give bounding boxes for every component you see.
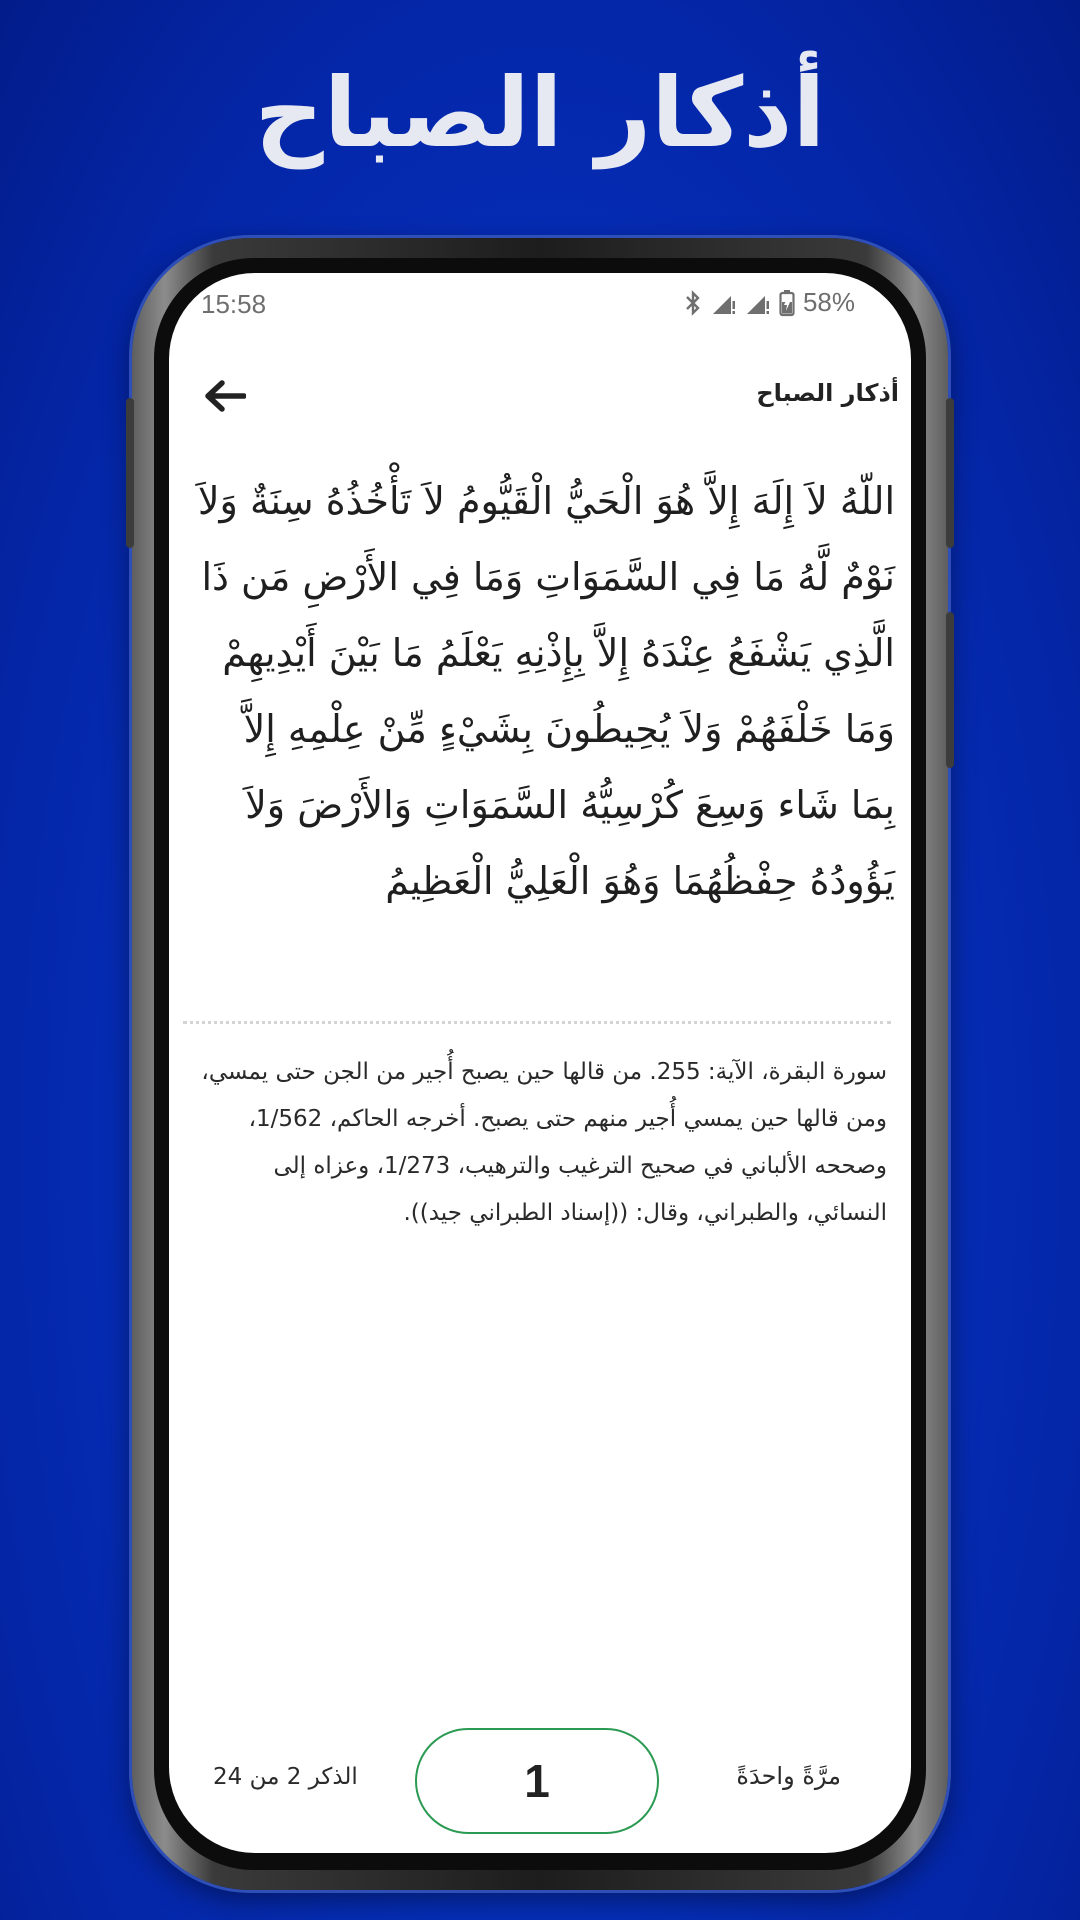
bottom-bar xyxy=(169,1728,911,1838)
dhikr-reference: سورة البقرة، الآية: 255. من قالها حين يصبح أُجير من الجن حتى يمسي، ومن قالها حين يمسي أُجير منهم حتى يصبح. أخرجه الحاكم، 1/562، وصححه الألباني في صحيح الترغيب والترهيب، 1/273، وعزاه إلى النسائي، والطبراني، وقال: ((إسناد الطبراني جيد)). xyxy=(201,1059,887,1226)
promo-title: أذكار الصباح xyxy=(254,57,826,169)
phone-screen xyxy=(169,273,911,1853)
phone-side-button xyxy=(126,398,134,548)
status-bar xyxy=(169,273,911,337)
signal-icon xyxy=(711,290,737,316)
dhikr-text: اللّهُ لاَ إِلَهَ إِلاَّ هُوَ الْحَيُّ الْقَيُّومُ لاَ تَأْخُذُهُ سِنَةٌ وَلاَ نَوْمٌ لَّهُ مَا فِي السَّمَوَاتِ وَمَا فِي الأَرْضِ مَن ذَا الَّذِي يَشْفَعُ عِنْدَهُ إِلاَّ بِإِذْنِهِ يَعْلَمُ مَا بَيْنَ أَيْدِيهِمْ وَمَا خَلْفَهُمْ وَلاَ يُحِيطُونَ بِشَيْءٍ مِّنْ عِلْمِهِ إِلاَّ بِمَا شَاء وَسِعَ كُرْسِيُّهُ السَّمَوَاتِ وَالأَرْضَ وَلاَ يَؤُودُهُ حِفْظُهُمَا وَهُوَ الْعَلِيُّ الْعَظِيمُ xyxy=(197,479,895,903)
dhikr-progress: الذكر 2 من 24 xyxy=(213,1764,358,1790)
status-icons xyxy=(683,287,855,318)
app-bar xyxy=(169,353,911,443)
phone-side-button xyxy=(946,612,954,768)
app-bar-title: أذكار الصباح xyxy=(756,379,899,407)
counter-button[interactable]: 1 xyxy=(415,1728,659,1834)
arrow-back-icon xyxy=(204,380,246,412)
status-time: 15:58 xyxy=(201,289,267,319)
repeat-count-label: مرَّةً واحدَةً xyxy=(736,1762,841,1790)
phone-side-button xyxy=(946,398,954,548)
battery-percentage: 58% xyxy=(802,287,855,317)
back-button[interactable] xyxy=(197,371,253,421)
signal-icon xyxy=(745,290,771,316)
battery-charging-icon xyxy=(779,289,795,317)
bluetooth-icon xyxy=(683,290,703,316)
divider xyxy=(183,1021,891,1024)
